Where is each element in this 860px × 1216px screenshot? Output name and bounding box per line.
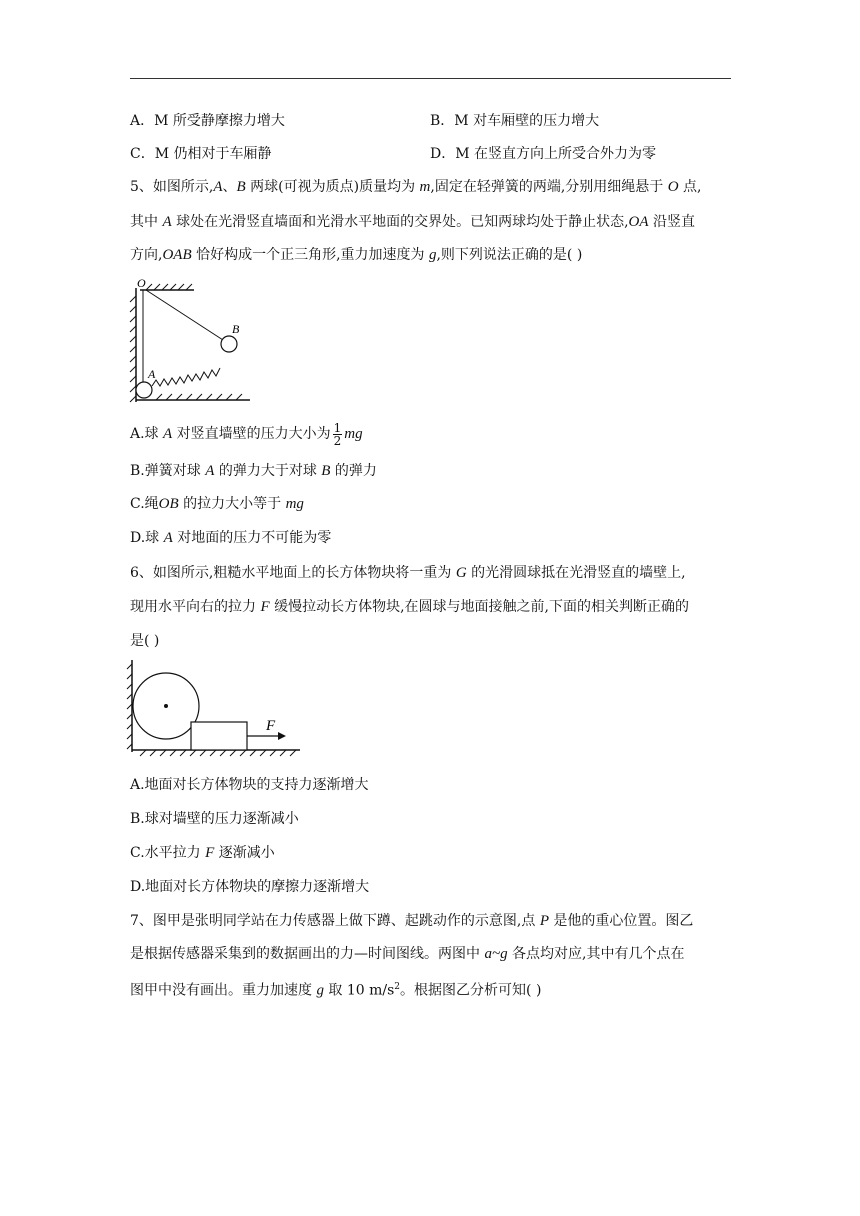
text: 的光滑圆球抵在光滑竖直的墙壁上, (466, 565, 686, 581)
q6-stem-line1 (130, 563, 686, 583)
q5-option-d[interactable] (130, 528, 331, 548)
var-a-g: a~g (484, 946, 508, 962)
var-mg: mg (344, 426, 363, 442)
q5-stem-line3 (130, 245, 582, 265)
text: 图甲中没有画出。重力加速度 (130, 982, 317, 999)
text: 是根据传感器采集到的数据画出的力—时间图线。两图中 (130, 946, 485, 962)
var-OAB: OAB (162, 247, 192, 263)
text: 是他的重心位置。图乙 (548, 913, 694, 929)
q4-option-b[interactable]: B．M 对车厢壁的压力增大 (430, 113, 600, 129)
q6-option-d[interactable]: D.地面对长方体物块的摩擦力逐渐增大 (130, 879, 370, 895)
text: 5、如图所示, (130, 179, 214, 195)
q5-option-a[interactable] (130, 420, 363, 448)
q4-option-c[interactable]: C．M 仍相对于车厢静 (130, 146, 272, 162)
text: 恰好构成一个正三角形,重力加速度为 (191, 247, 429, 263)
text: 对竖直墙壁的压力大小为 (172, 426, 331, 442)
text: 各点均对应,其中有几个点在 (507, 946, 685, 962)
text: 7、图甲是张明同学站在力传感器上做下蹲、起跳动作的示意图,点 (130, 913, 540, 929)
label-B: B (232, 322, 240, 336)
var-mg: mg (285, 496, 304, 512)
q5-figure (126, 276, 256, 406)
text: D.球 (130, 530, 164, 546)
numerator: 1 (333, 420, 342, 435)
q6-figure (126, 658, 306, 760)
var-OB: OB (158, 496, 179, 512)
var-m: m (419, 179, 431, 195)
q4-option-a[interactable]: A．M 所受静摩擦力增大 (130, 113, 285, 129)
text: 沿竖直 (648, 214, 695, 230)
text: 取 10 m/s (323, 982, 395, 999)
q6-stem-line3: 是( ) (130, 633, 160, 649)
text: 6、如图所示,粗糙水平地面上的长方体物块将一重为 (130, 565, 456, 581)
q7-stem-line1 (130, 911, 693, 931)
var-P: P (539, 913, 549, 929)
q6-option-a[interactable]: A.地面对长方体物块的支持力逐渐增大 (130, 777, 369, 793)
text: 的弹力大于对球 (214, 463, 322, 479)
var-g: g (316, 982, 324, 999)
header-rule (130, 78, 731, 79)
text: 球处在光滑竖直墙面和光滑水平地面的交界处。已知两球均处于静止状态, (171, 214, 629, 230)
var-g: g (428, 247, 437, 263)
var-F: F (260, 599, 270, 615)
text: 两球(可视为质点)质量均为 (245, 179, 420, 195)
q5-option-c[interactable] (130, 494, 304, 514)
text: 缓慢拉动长方体物块,在圆球与地面接触之前,下面的相关判断正确的 (269, 599, 689, 615)
var-A: A (213, 179, 223, 195)
var-O: O (667, 179, 679, 195)
var-B: B (236, 179, 246, 195)
text: 、 (222, 179, 237, 195)
text: C.水平拉力 (130, 845, 206, 861)
var-A: A (163, 426, 173, 442)
text: B.弹簧对球 (130, 463, 206, 479)
text: 对地面的压力不可能为零 (172, 530, 332, 546)
var-A: A (162, 214, 172, 230)
var-G: G (455, 565, 467, 581)
var-A: A (205, 463, 215, 479)
q6-stem-line2 (130, 597, 689, 617)
var-B: B (321, 463, 331, 479)
text: 的弹力 (330, 463, 377, 479)
text: C.绳 (130, 496, 159, 512)
q6-option-c[interactable] (130, 843, 275, 863)
var-F: F (205, 845, 215, 861)
q7-stem-line2 (130, 944, 684, 964)
label-A: A (148, 367, 156, 381)
q5-stem-line2 (130, 212, 695, 232)
text: 逐渐减小 (214, 845, 275, 861)
label-F: F (266, 718, 276, 734)
text: 点, (678, 179, 702, 195)
label-O: O (137, 276, 146, 290)
text: 的拉力大小等于 (178, 496, 286, 512)
q5-option-b[interactable] (130, 461, 377, 481)
text: ,固定在轻弹簧的两端,分别用细绳悬于 (430, 179, 668, 195)
q5-stem-line1 (130, 177, 701, 197)
q7-stem-line3 (130, 977, 541, 1001)
superscript: 2 (394, 982, 401, 992)
var-A: A (163, 530, 173, 546)
q4-option-d[interactable]: D．M 在竖直方向上所受合外力为零 (430, 146, 657, 162)
var-OA: OA (628, 214, 649, 230)
text: ,则下列说法正确的是( ) (436, 247, 583, 263)
text: 其中 (130, 214, 163, 230)
q6-option-b[interactable]: B.球对墙壁的压力逐渐减小 (130, 811, 299, 827)
text: 方向, (130, 247, 163, 263)
denominator: 2 (333, 433, 342, 448)
text: 现用水平向右的拉力 (130, 599, 261, 615)
fraction-one-half (333, 422, 343, 447)
text: 。根据图乙分析可知( ) (400, 982, 542, 999)
text: A.球 (130, 426, 164, 442)
